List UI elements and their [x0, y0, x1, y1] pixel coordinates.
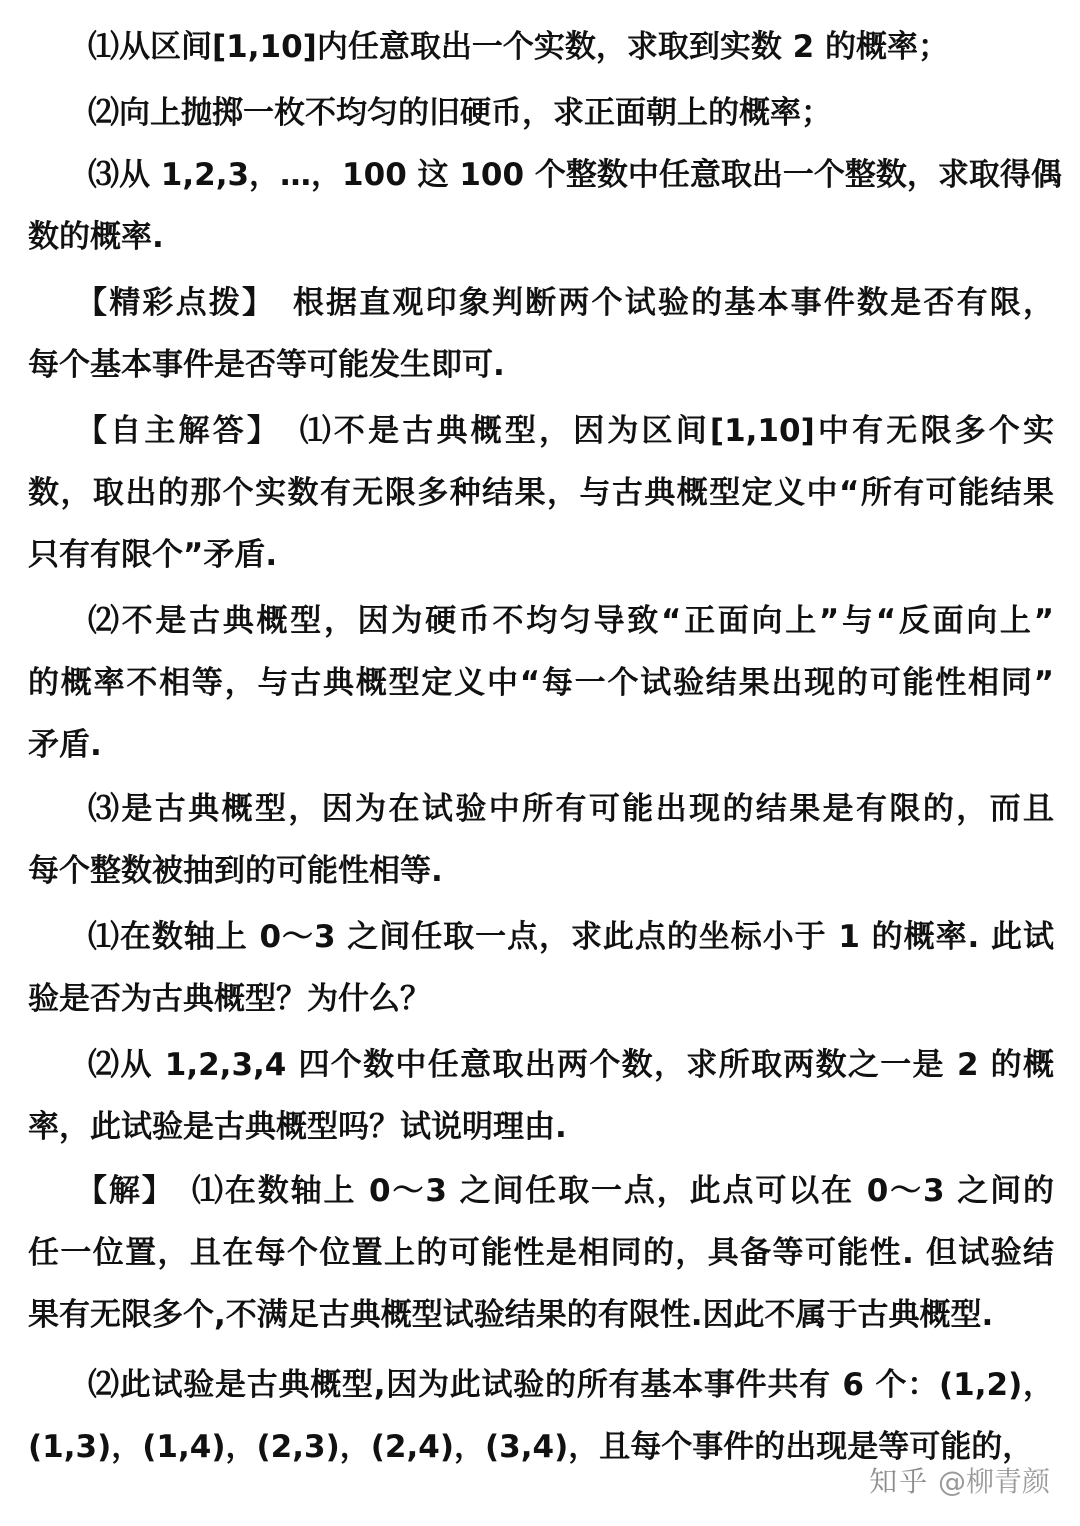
text-line: (1,3)，(1,4)，(2,3)，(2,4)，(3,4)，且每个事件的出现是等可能的，	[28, 1429, 1034, 1465]
paragraph-answer-2	[28, 590, 1054, 776]
text-line: ⑴从区间[1,10]内任意取出一个实数，求取到实数 2 的概率；	[88, 29, 949, 65]
paragraph-answer-3	[28, 778, 1054, 902]
text-line: ⑴在数轴上 0～3 之间任取一点，求此点的坐标小于 1 的概率. 此试	[88, 919, 1054, 955]
paragraph-q1	[28, 16, 1054, 78]
text-line: 任一位置，且在每个位置上的可能性是相同的，具备等可能性. 但试验结	[28, 1235, 1054, 1271]
text-line: 的概率不相等，与古典概型定义中“每一个试验结果出现的可能性相同”	[28, 665, 1054, 701]
paragraph-exercise-2	[28, 1034, 1054, 1158]
text-line: ⑵此试验是古典概型,因为此试验的所有基本事件共有 6 个：(1,2)，	[88, 1367, 1054, 1403]
paragraph-hint	[28, 272, 1054, 396]
watermark	[869, 1462, 1050, 1502]
text-line: 数，取出的那个实数有无限多种结果，与古典概型定义中“所有可能结果	[28, 475, 1054, 511]
text-line: 验是否为古典概型？为什么？	[28, 981, 431, 1017]
paragraph-answer-1	[28, 400, 1054, 586]
text-line: 【自主解答】 ⑴不是古典概型，因为区间[1,10]中有无限多个实	[76, 413, 1054, 449]
zhihu-logo: 知乎	[869, 1465, 930, 1498]
paragraph-exercise-1	[28, 906, 1054, 1030]
paragraph-solution-1	[28, 1160, 1054, 1346]
text-line: 每个整数被抽到的可能性相等.	[28, 853, 443, 889]
text-line: 【解】 ⑴在数轴上 0～3 之间任取一点，此点可以在 0～3 之间的	[76, 1173, 1054, 1209]
text-line: ⑵不是古典概型，因为硬币不均匀导致“正面向上”与“反面向上”	[88, 603, 1054, 639]
paragraph-q3	[28, 144, 1062, 268]
text-line: 每个基本事件是否等可能发生即可.	[28, 347, 505, 383]
text-line: 果有无限多个,不满足古典概型试验结果的有限性.因此不属于古典概型.	[28, 1297, 994, 1333]
text-line: ⑵向上抛掷一枚不均匀的旧硬币，求正面朝上的概率；	[88, 95, 832, 131]
text-line: 数的概率.	[28, 219, 164, 255]
watermark-author: @柳青颜	[937, 1465, 1050, 1498]
text-line: 矛盾.	[28, 727, 102, 763]
text-line: 【精彩点拨】 根据直观印象判断两个试验的基本事件数是否有限，	[76, 285, 1054, 321]
text-line: ⑶从 1,2,3，…，100 这 100 个整数中任意取出一个整数，求取得偶	[88, 157, 1062, 193]
text-line: ⑵从 1,2,3,4 四个数中任意取出两个数，求所取两数之一是 2 的概	[88, 1047, 1054, 1083]
text-line: 率，此试验是古典概型吗？试说明理由.	[28, 1109, 567, 1145]
paragraph-solution-2	[28, 1354, 1054, 1478]
text-line: ⑶是古典概型，因为在试验中所有可能出现的结果是有限的，而且	[88, 791, 1054, 827]
paragraph-q2	[28, 82, 1054, 144]
text-line: 只有有限个”矛盾.	[28, 537, 278, 573]
